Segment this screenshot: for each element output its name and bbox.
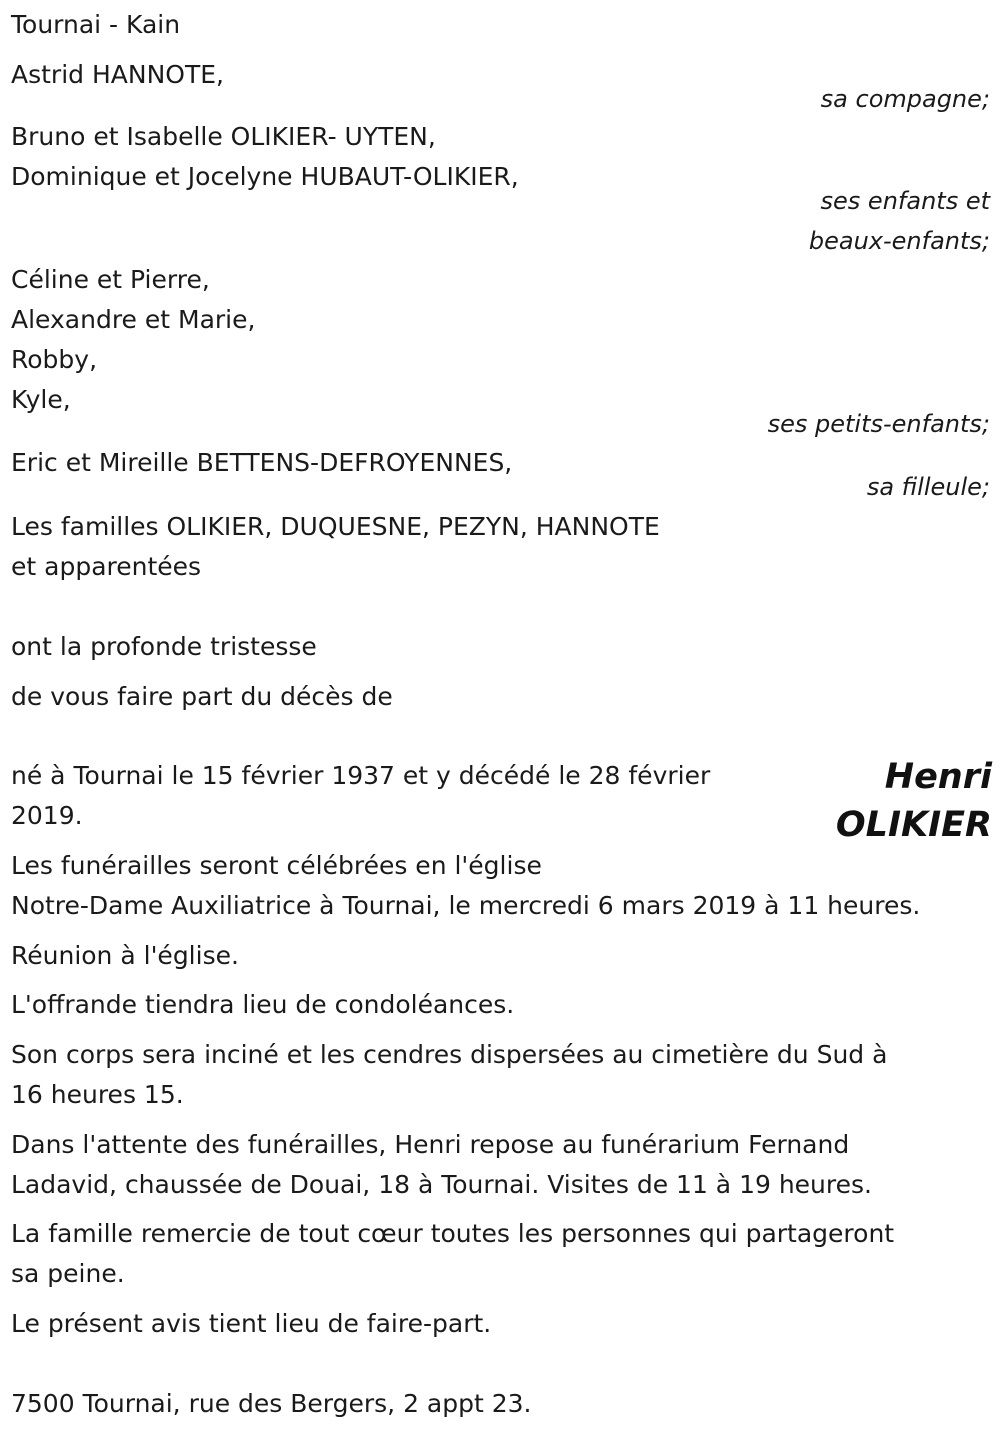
grandchild-name: Robby, [11, 345, 98, 374]
announcement-line: de vous faire part du décès de [11, 682, 393, 711]
deceased-first-name: Henri [884, 757, 992, 797]
meeting-line: Réunion à l'église. [11, 941, 239, 970]
companion-name: Astrid HANNOTE, [11, 60, 224, 89]
grandchild-name: Kyle, [11, 385, 71, 414]
ceremony-line: Notre-Dame Auxiliatrice à Tournai, le mercredi 6 mars 2019 à 11 heures. [11, 891, 921, 920]
children-role: beaux-enfants; [808, 227, 990, 255]
visitation-line: Dans l'attente des funérailles, Henri repose au funérarium Fernand [11, 1130, 850, 1159]
families-line: et apparentées [11, 552, 202, 581]
thanks-line: sa peine. [11, 1259, 125, 1288]
families-line: Les familles OLIKIER, DUQUESNE, PEZYN, HANNOTE [11, 512, 660, 541]
deceased-last-name: OLIKIER [835, 805, 992, 845]
birth-death-line: né à Tournai le 15 février 1937 et y décédé le 28 février [11, 761, 711, 790]
grandchildren-role: ses petits-enfants; [767, 410, 990, 438]
grandchild-name: Céline et Pierre, [11, 265, 210, 294]
goddaughter-role: sa filleule; [866, 473, 990, 501]
children-role: ses enfants et [820, 187, 990, 215]
visitation-line: Ladavid, chaussée de Douai, 18 à Tournai. Visites de 11 à 19 heures. [11, 1170, 872, 1199]
announcement-line: ont la profonde tristesse [11, 632, 317, 661]
address-line: 7500 Tournai, rue des Bergers, 2 appt 23. [11, 1389, 532, 1418]
location-heading: Tournai - Kain [11, 10, 181, 39]
child-name: Bruno et Isabelle OLIKIER- UYTEN, [11, 122, 436, 151]
cremation-line: Son corps sera inciné et les cendres dispersées au cimetière du Sud à [11, 1040, 888, 1069]
thanks-line: La famille remercie de tout cœur toutes les personnes qui partageront [11, 1219, 895, 1248]
goddaughter-name: Eric et Mireille BETTENS-DEFROYENNES, [11, 448, 513, 477]
ceremony-line: Les funérailles seront célébrées en l'église [11, 851, 542, 880]
child-name: Dominique et Jocelyne HUBAUT-OLIKIER, [11, 162, 519, 191]
cremation-line: 16 heures 15. [11, 1080, 184, 1109]
companion-role: sa compagne; [820, 85, 990, 113]
offering-line: L'offrande tiendra lieu de condoléances. [11, 990, 515, 1019]
grandchild-name: Alexandre et Marie, [11, 305, 256, 334]
notice-line: Le présent avis tient lieu de faire-part. [11, 1309, 492, 1338]
birth-death-line: 2019. [11, 801, 83, 830]
